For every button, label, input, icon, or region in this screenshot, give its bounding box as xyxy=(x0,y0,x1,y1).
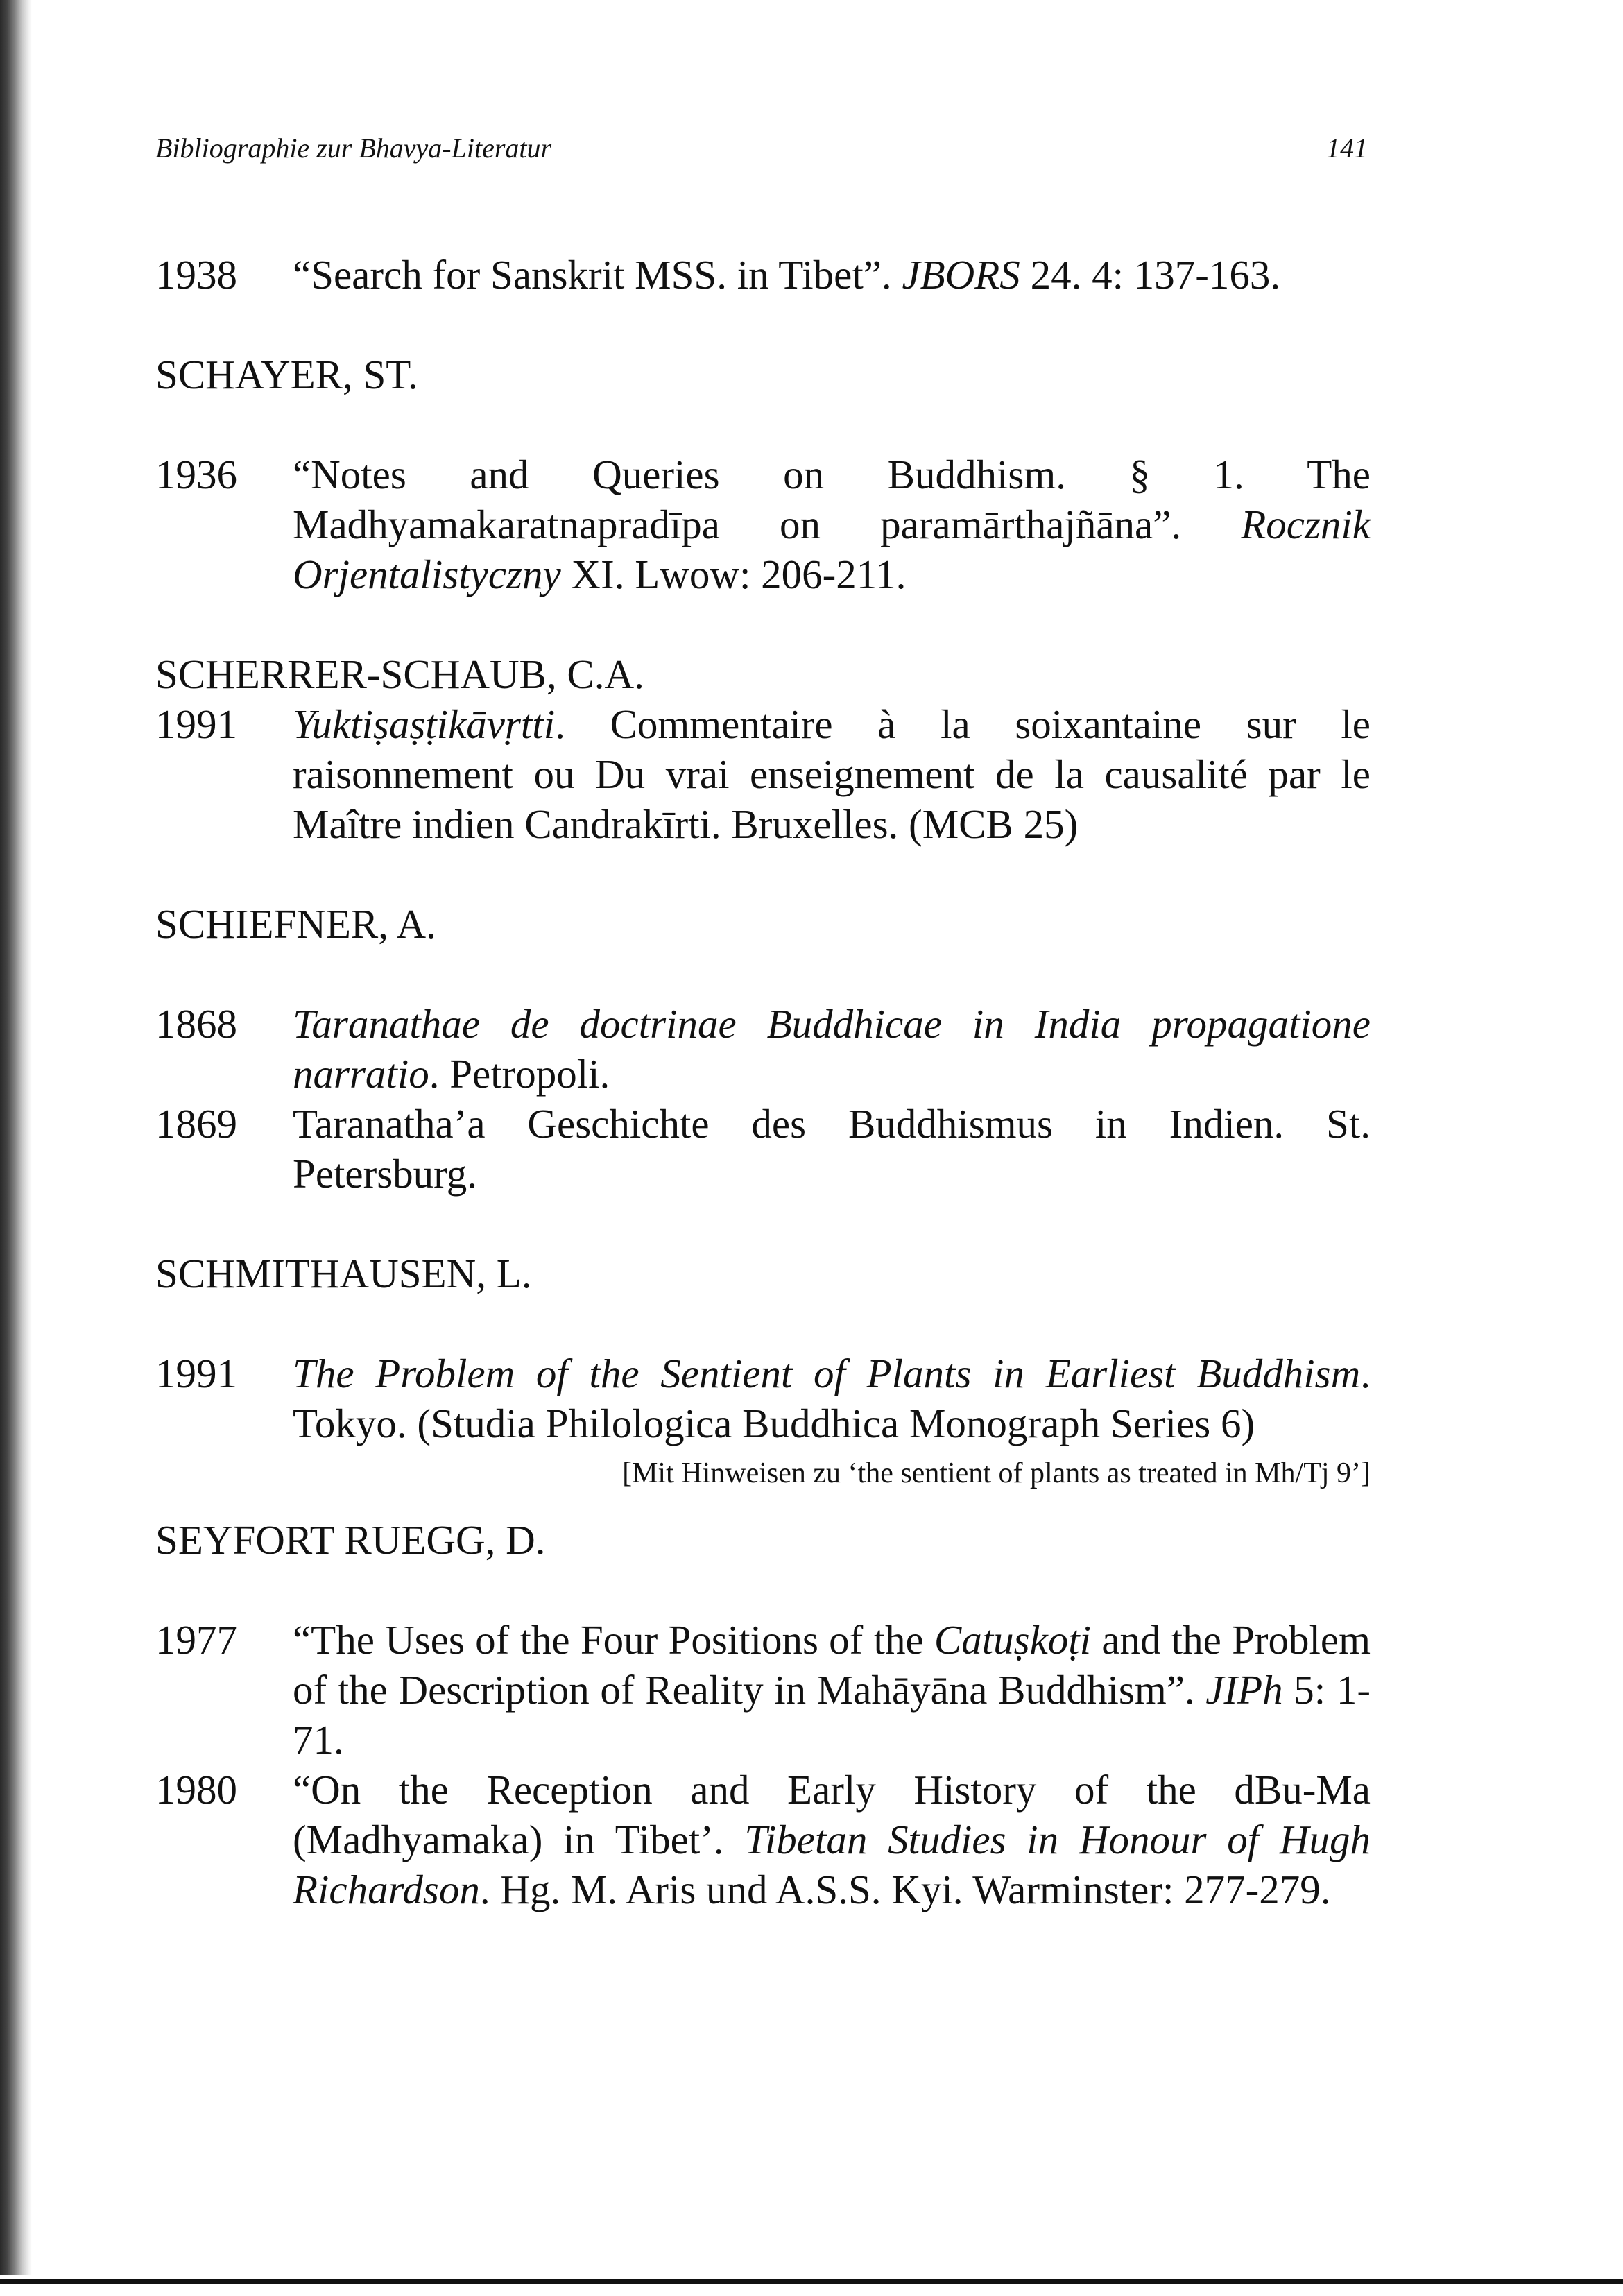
running-head-title: Bibliographie zur Bhavya-Literatur xyxy=(155,132,552,164)
author-heading: SCHMITHAUSEN, L. xyxy=(155,1251,532,1296)
entry-1868 xyxy=(155,999,1371,1099)
author-heading: SCHAYER, ST. xyxy=(155,352,418,397)
entry-text: 24. 4: 137-163. xyxy=(1020,252,1281,298)
entry-text: “On the Reception and Early History of the dBu-Ma (Madhyamaka) in Tibet’. xyxy=(293,1767,1371,1862)
book-title: The Problem of the Sentient of Plants in Earliest Buddhism xyxy=(293,1351,1361,1396)
bibliography-body xyxy=(155,250,1371,1914)
entry-text: “Notes and Queries on Buddhism. § 1. The Madhyamakaratnapradīpa on paramārthajñāna”. xyxy=(293,452,1371,547)
author-heading: SCHERRER-SCHAUB, C.A. xyxy=(155,651,644,697)
entry-year: 1938 xyxy=(155,252,237,298)
entry-text: Taranatha’a Geschichte des Buddhismus in Indien. St. Petersburg. xyxy=(293,1101,1371,1197)
entry-text: 5: 1-71. xyxy=(293,1667,1371,1763)
page-bottom-edge xyxy=(0,2279,1623,2284)
entry-1980 xyxy=(155,1765,1371,1914)
entry-year: 1936 xyxy=(155,452,237,497)
page-number: 141 xyxy=(1326,132,1368,164)
entry-1991-scherrer xyxy=(155,699,1371,849)
book-title: Taranathae de doctrinae Buddhicae in India propagatione narratio xyxy=(293,1001,1371,1097)
entry-1991-schmithausen xyxy=(155,1348,1371,1494)
entry-text: . Tokyo. (Studia Philologica Buddhica Monograph Series 6) xyxy=(293,1351,1371,1446)
running-head xyxy=(155,132,1368,173)
entry-year: 1869 xyxy=(155,1101,237,1147)
entry-year: 1977 xyxy=(155,1617,237,1663)
book-title: Tibetan Studies in Honour of Hugh Richardson xyxy=(293,1817,1371,1912)
entry-1869 xyxy=(155,1099,1371,1199)
entry-year: 1991 xyxy=(155,701,237,747)
entry-text: . Petropoli. xyxy=(429,1051,610,1097)
term: Catuṣkoṭi xyxy=(934,1617,1092,1663)
journal-title: JIPh xyxy=(1205,1667,1283,1713)
book-title: Yuktiṣaṣṭikāvṛtti xyxy=(293,701,556,747)
entry-text: “The Uses of the Four Positions of the xyxy=(293,1617,934,1663)
entry-text: . Commentaire à la soixantaine sur le raisonnement ou Du vrai enseignement de la causalité par le Maître indien Candrakīrti. Bruxelles. (MCB 25) xyxy=(293,701,1371,847)
author-heading: SCHIEFNER, A. xyxy=(155,901,436,947)
author-heading: SEYFORT RUEGG, D. xyxy=(155,1517,546,1563)
journal-title: Rocznik Orjentalistyczny xyxy=(293,502,1371,597)
entry-1938 xyxy=(155,250,1371,300)
entry-year: 1980 xyxy=(155,1767,237,1813)
entry-1977 xyxy=(155,1615,1371,1765)
entry-note: [Mit Hinweisen zu ‘the sentient of plants as treated in Mh/Tj 9’] xyxy=(622,1457,1371,1489)
scan-binding-edge xyxy=(0,0,32,2275)
entry-year: 1991 xyxy=(155,1351,237,1396)
entry-year: 1868 xyxy=(155,1001,237,1047)
journal-title: JBORS xyxy=(902,252,1020,298)
entry-text: “Search for Sanskrit MSS. in Tibet”. xyxy=(293,252,902,298)
entry-text: and the Problem of the Description of Reality in Mahāyāna Buddhism”. xyxy=(293,1617,1371,1713)
entry-text: XI. Lwow: 206-211. xyxy=(560,551,907,597)
entry-text: . Hg. M. Aris und A.S.S. Kyi. Warminster: 277-279. xyxy=(479,1867,1331,1912)
entry-1936 xyxy=(155,449,1371,599)
